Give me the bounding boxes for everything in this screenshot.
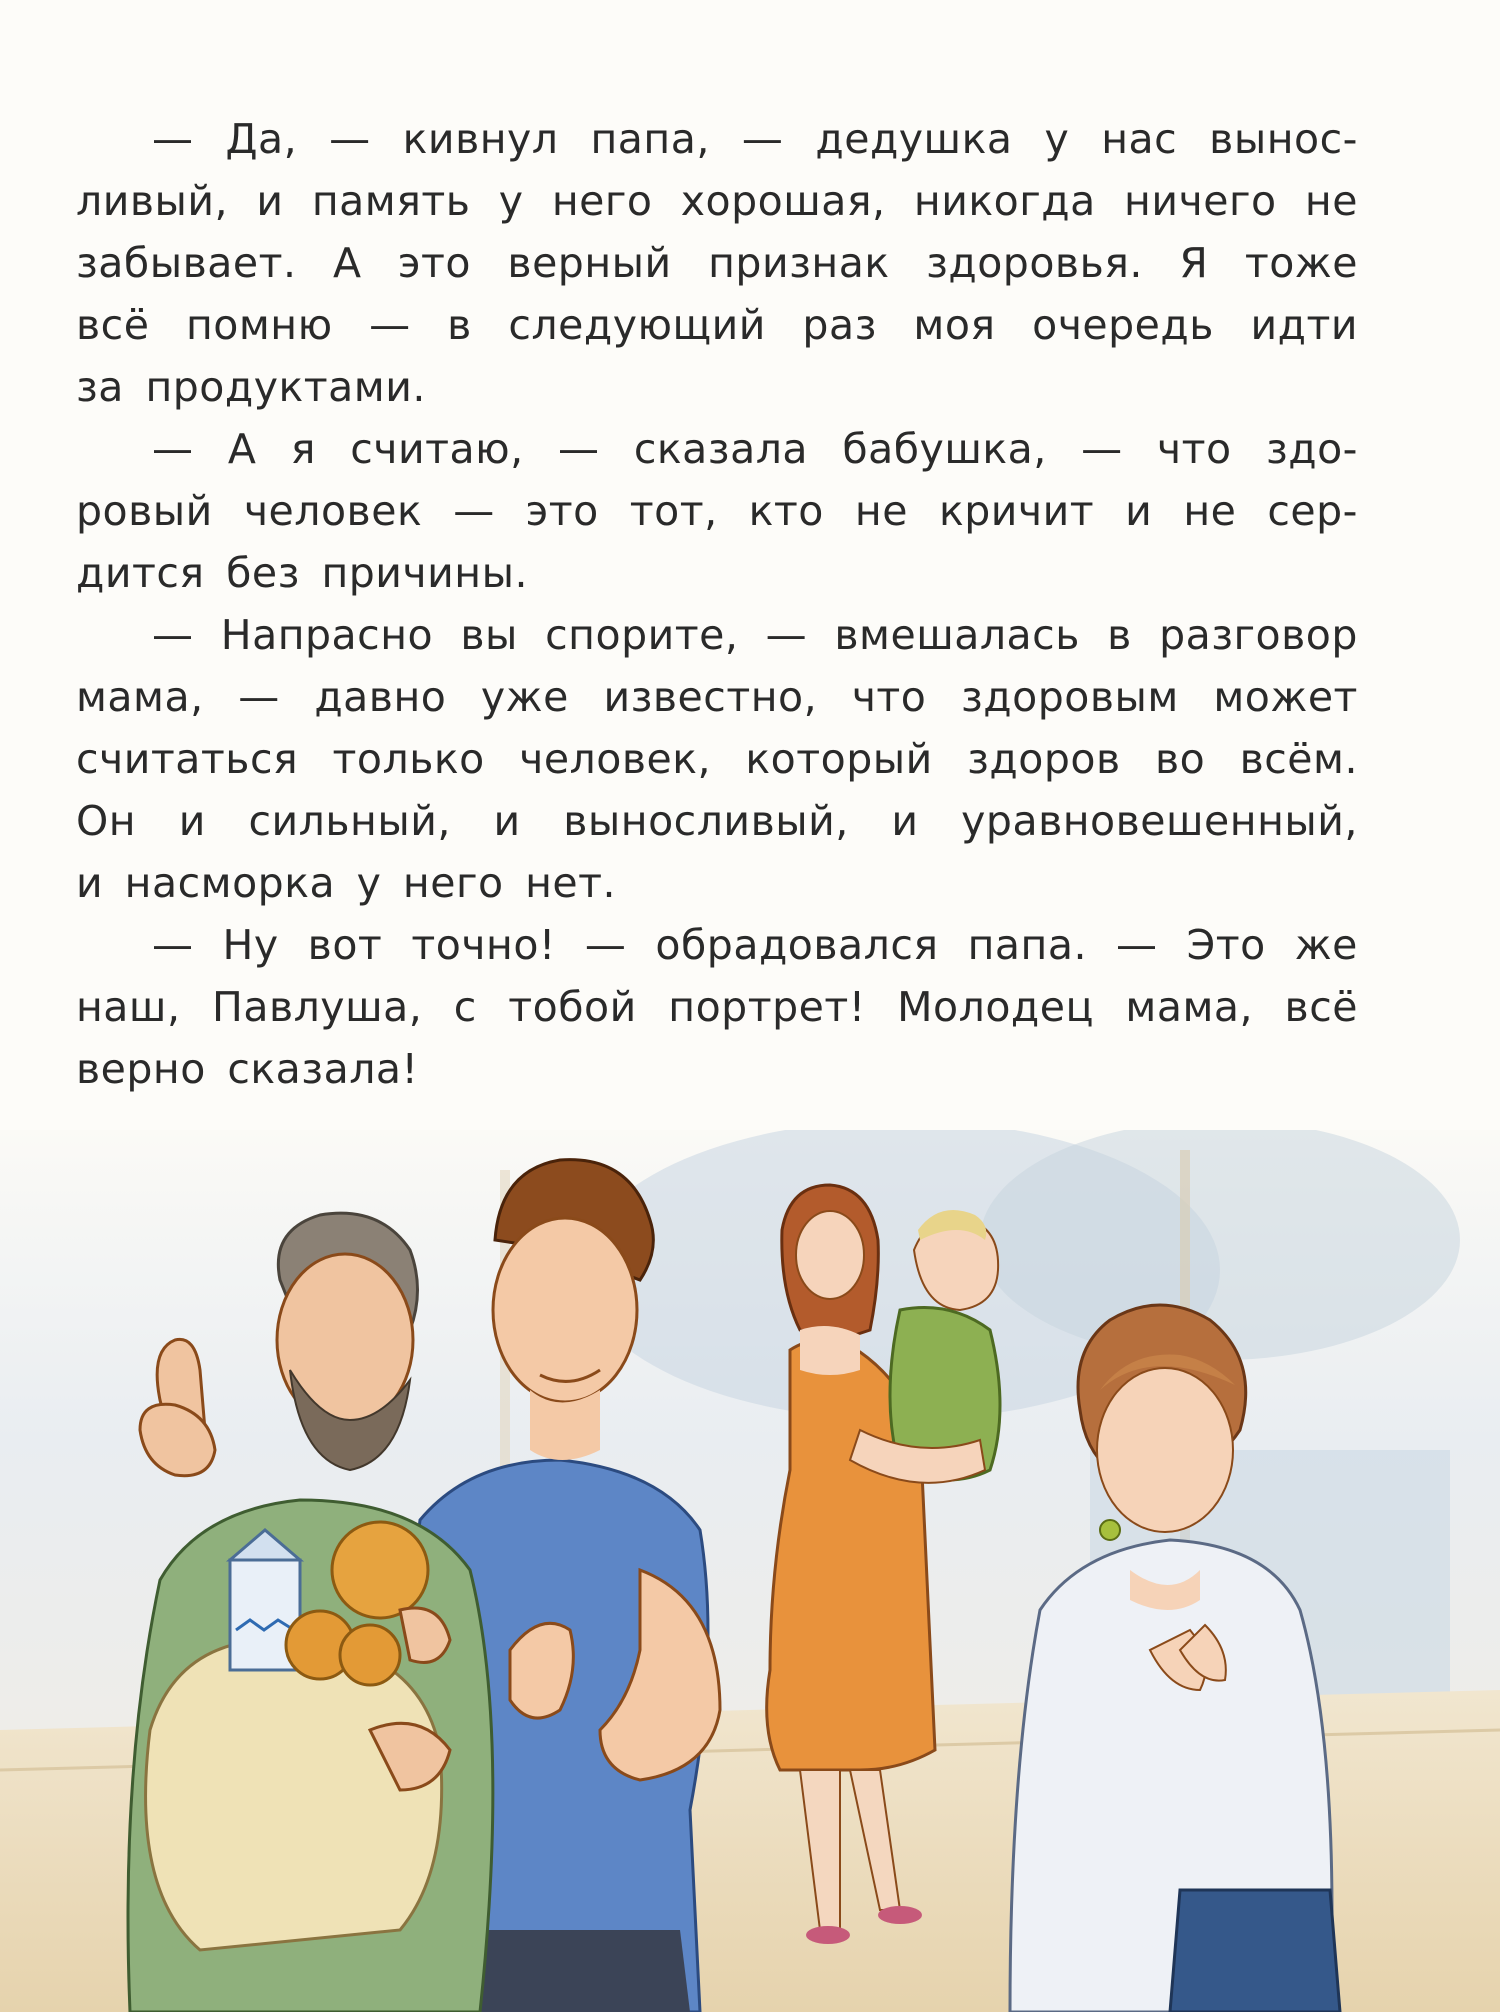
text-line: всё помню — в следующий раз моя очередь идти [76,301,1358,349]
text-line: ливый, и память у него хорошая, никогда ничего не [76,177,1358,225]
family-illustration [0,1130,1500,2012]
text-line: — Да, — кивнул папа, — дедушка у нас вынос- [152,115,1358,163]
text-line: дится без причины. [76,549,529,597]
story-text [76,108,1358,1100]
text-line: — А я считаю, — сказала бабушка, — что здо- [152,425,1358,473]
text-line: — Ну вот точно! — обрадовался папа. — Это же [152,921,1358,969]
text-line: верно сказала! [76,1045,419,1093]
text-line: ровый человек — это тот, кто не кричит и не сер- [76,487,1358,535]
text-line: наш, Павлуша, с тобой портрет! Молодец мама, всё [76,983,1358,1031]
text-line: считаться только человек, который здоров во всём. [76,735,1358,783]
text-line: за продуктами. [76,363,426,411]
text-line: мама, — давно уже известно, что здоровым может [76,673,1358,721]
text-line: и насморка у него нет. [76,859,617,907]
text-line: — Напрасно вы спорите, — вмешалась в разговор [152,611,1358,659]
text-line: Он и сильный, и выносливый, и уравновешенный, [76,797,1358,845]
text-line: забывает. А это верный признак здоровья. Я тоже [76,239,1358,287]
